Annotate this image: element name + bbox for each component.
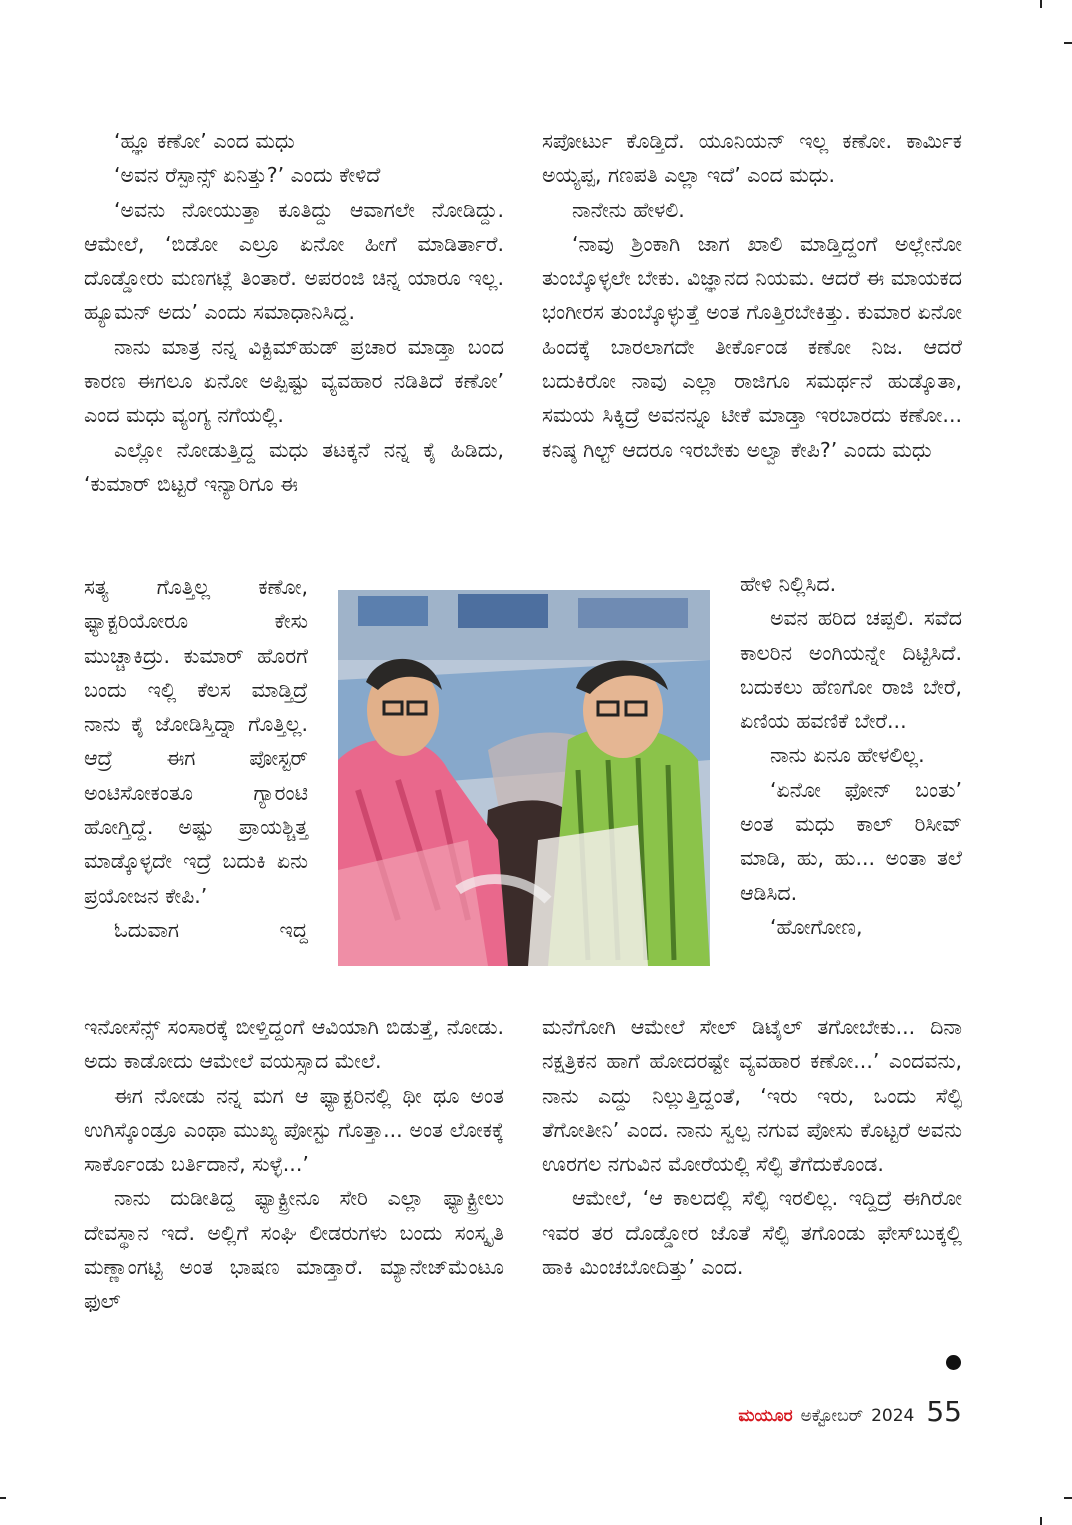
end-of-article-bullet	[946, 1355, 961, 1370]
two-men-sketch-illustration	[338, 590, 710, 966]
article-paragraph: ನಾನು ದುಡೀತಿದ್ದ ಫ್ಯಾಕ್ಟ್ರೀನೂ ಸೇರಿ ಎಲ್ಲಾ ಫ್ಯಾಕ್ಟ್ರೀಲು ದೇವಸ್ಥಾನ ಇದೆ. ಅಲ್ಲಿಗೆ ಸಂಘಿ ಲೀಡರುಗಳು ಬಂದು ಸಂಸ್ಕೃತಿ ಮಣ್ಣಾಂಗಟ್ಟಿ ಅಂತ ಭಾಷಣ ಮಾಡ್ತಾರೆ. ಮ್ಯಾನೇಜ್‌ಮೆಂಟೂ ಫುಲ್	[84, 1186, 504, 1314]
article-column-left-bottom	[84, 1010, 504, 1319]
page-number: 55	[926, 1395, 962, 1428]
crop-mark-top	[1040, 0, 1042, 8]
article-paragraph: ಈಗ ನೋಡು ನನ್ನ ಮಗ ಆ ಫ್ಯಾಕ್ಟರಿನಲ್ಲಿ ಥೀ ಥೂ ಅಂತ ಉಗಿಸ್ಕೊಂಡ್ರೂ ಎಂಥಾ ಮುಖ್ಯ ಪೋಸ್ಟು ಗೊತ್ತಾ... ಅಂತ ಲೋಕಕ್ಕೆ ಸಾರ್ಕೊಂಡು ಬರ್ತಿದಾನೆ, ಸುಳ್ಳೆ...’	[84, 1083, 504, 1177]
article-paragraph: ನಾನು ಮಾತ್ರ ನನ್ನ ವಿಕ್ಟಿಮ್‌ಹುಡ್ ಪ್ರಚಾರ ಮಾಡ್ತಾ ಬಂದ ಕಾರಣ ಈಗಲೂ ಏನೋ ಅಪ್ಪಿಷ್ಟು ವ್ಯವಹಾರ ನಡಿತಿದೆ ಕಣೋ’ ಎಂದ ಮಧು ವ್ಯಂಗ್ಯ ನಗೆಯಲ್ಲಿ.	[84, 334, 504, 428]
article-paragraph: ಹೇಳಿ ನಿಲ್ಲಿಸಿದ.	[740, 572, 837, 596]
article-paragraph: ನಾನು ಏನೂ ಹೇಳಲಿಲ್ಲ.	[770, 743, 925, 768]
page-footer	[738, 1395, 962, 1431]
article-paragraph: ಇನೋಸೆನ್ಸ್ ಸಂಸಾರಕ್ಕೆ ಬೀಳ್ತಿದ್ದಂಗೆ ಆವಿಯಾಗಿ ಬಿಡುತ್ತೆ, ನೋಡು. ಅದು ಕಾಡೋದು ಆಮೇಲೆ ವಯಸ್ಸಾದ ಮೇಲೆ.	[84, 1015, 504, 1074]
magazine-name: ಮಯೂರ	[738, 1406, 793, 1426]
article-column-left-top	[84, 124, 504, 501]
article-column-left-side	[84, 570, 308, 947]
article-paragraph: ‘ನಾವು ಶ್ರಿಂಕಾಗಿ ಜಾಗ ಖಾಲಿ ಮಾಡ್ತಿದ್ದಂಗೆ ಅಲ್ಲೇನೋ ತುಂಬ್ಕೊಳ್ಳಲೇ ಬೇಕು. ವಿಜ್ಞಾನದ ನಿಯಮ. ಆದರೆ ಈ ಮಾಯಕದ ಭಂಗೀರಸ ತುಂಬ್ಕೊಳ್ಳುತ್ತೆ ಅಂತ ಗೊತ್ತಿರಬೇಕಿತ್ತು. ಕುಮಾರ ಏನೋ ಹಿಂದಕ್ಕೆ ಬಾರಲಾಗದೇ ತೀರ್ಕೊಂಡ ಕಣೋ ನಿಜ. ಆದರೆ ಬದುಕಿರೋ ನಾವು ಎಲ್ಲಾ ರಾಜಿಗೂ ಸಮರ್ಥನೆ ಹುಡ್ಕೊತಾ, ಸಮಯ ಸಿಕ್ಕಿದ್ರೆ ಅವನನ್ನೂ ಟೀಕೆ ಮಾಡ್ತಾ ಇರಬಾರದು ಕಣೋ... ಕನಿಷ್ಠ ಗಿಲ್ಟ್ ಆದರೂ ಇರಬೇಕು ಅಲ್ವಾ ಕೇಪಿ?’ ಎಂದು ಮಧು	[542, 231, 962, 462]
article-paragraph: ಅವನ ಹರಿದ ಚಪ್ಪಲಿ. ಸವೆದ ಕಾಲರಿನ ಅಂಗಿಯನ್ನೇ ದಿಟ್ಟಿಸಿದೆ. ಬದುಕಲು ಹೆಣಗೋ ರಾಜಿ ಬೇರೆ, ಏಣಿಯ ಹವಣಿಕೆ ಬೇರೆ...	[740, 606, 962, 734]
crop-mark-bottom	[1040, 1517, 1042, 1525]
article-paragraph: ಎಲ್ಲೋ ನೋಡುತ್ತಿದ್ದ ಮಧು ತಟಕ್ಕನೆ ನನ್ನ ಕೈ ಹಿಡಿದು, ‘ಕುಮಾರ್ ಬಿಟ್ಟರೆ ಇನ್ಯಾರಿಗೂ ಈ	[84, 437, 504, 496]
article-paragraph: ನಾನೇನು ಹೇಳಲಿ.	[572, 197, 685, 222]
article-paragraph: ‘ಏನೋ ಫೋನ್ ಬಂತು’ ಅಂತ ಮಧು ಕಾಲ್ ರಿಸೀವ್ ಮಾಡಿ, ಹು, ಹು... ಅಂತಾ ತಲೆ ಆಡಿಸಿದ.	[740, 777, 962, 905]
article-paragraph: ಮನೆಗೋಗಿ ಆಮೇಲೆ ಸೇಲ್ ಡಿಟೈಲ್ ತಗೋಬೇಕು... ದಿನಾ ನಕ್ಷತ್ರಿಕನ ಹಾಗೆ ಹೋದರಷ್ಟೇ ವ್ಯವಹಾರ ಕಣೋ...’ ಎಂದವನು, ನಾನು ಎದ್ದು ನಿಲ್ಲುತ್ತಿದ್ದಂತೆ, ‘ಇರು ಇರು, ಒಂದು ಸೆಲ್ಫಿ ತೆಗೋತೀನಿ’ ಎಂದ. ನಾನು ಸ್ವಲ್ಪ ನಗುವ ಪೋಸು ಕೊಟ್ಟರೆ ಅವನು ಊರಗಲ ನಗುವಿನ ಮೋರೆಯಲ್ಲಿ ಸೆಲ್ಫಿ ತೆಗೆದುಕೊಂಡ.	[542, 1015, 962, 1177]
crop-mark-right-bottom	[1064, 1497, 1072, 1499]
article-paragraph: ‘ಅವನ ರೆಸ್ಪಾನ್ಸ್ ಏನಿತ್ತು?’ ಎಂದು ಕೇಳಿದೆ	[114, 163, 381, 188]
article-column-right-side	[740, 567, 962, 944]
article-column-right-bottom	[542, 1010, 962, 1284]
article-paragraph: ‘ಹೋಗೋಣ,	[770, 914, 863, 939]
article-paragraph: ಸತ್ಯ ಗೊತ್ತಿಲ್ಲ ಕಣೋ, ಫ್ಯಾಕ್ಟರಿಯೋರೂ ಕೇಸು ಮುಚ್ಚಾಕಿದ್ರು. ಕುಮಾರ್ ಹೊರಗೆ ಬಂದು ಇಲ್ಲಿ ಕೆಲಸ ಮಾಡ್ತಿದ್ರೆ ನಾನು ಕೈ ಜೋಡಿಸ್ತಿದ್ನಾ ಗೊತ್ತಿಲ್ಲ. ಆದ್ರೆ ಈಗ ಪೋಸ್ಟರ್ ಅಂಟಿಸೋಕಂತೂ ಗ್ಯಾರಂಟಿ ಹೋಗ್ತಿದ್ದೆ. ಅಷ್ಟು ಪ್ರಾಯಶ್ಚಿತ್ತ ಮಾಡ್ಕೊಳ್ಳದೇ ಇದ್ರೆ ಬದುಕಿ ಏನು ಪ್ರಯೋಜನ ಕೇಪಿ.’	[84, 575, 308, 908]
issue-year: 2024	[871, 1406, 915, 1426]
issue-month: ಅಕ್ಟೋಬರ್	[800, 1406, 864, 1426]
article-paragraph: ಸಪೋರ್ಟು ಕೊಡ್ತಿದೆ. ಯೂನಿಯನ್ ಇಲ್ಲ ಕಣೋ. ಕಾರ್ಮಿಕ ಅಯ್ಯಪ್ಪ, ಗಣಪತಿ ಎಲ್ಲಾ ಇದೆ’ ಎಂದ ಮಧು.	[542, 129, 962, 188]
article-paragraph: ‘ಹ್ಞೂ ಕಣೋ’ ಎಂದ ಮಧು	[114, 129, 295, 153]
article-paragraph: ‘ಅವನು ನೋಯುತ್ತಾ ಕೂತಿದ್ದು ಆವಾಗಲೇ ನೋಡಿದ್ದು. ಆಮೇಲೆ, ‘ಬಿಡೋ ಎಲ್ರೂ ಏನೋ ಹೀಗೆ ಮಾಡಿರ್ತಾರೆ. ದೊಡ್ಡೋರು ಮಣಗಟ್ಲೆ ತಿಂತಾರೆ. ಅಪರಂಜಿ ಚಿನ್ನ ಯಾರೂ ಇಲ್ಲ. ಹ್ಯೂಮನ್ ಅದು’ ಎಂದು ಸಮಾಧಾನಿಸಿದ್ದ.	[84, 197, 504, 325]
article-paragraph: ಓದುವಾಗ ಇದ್ದ	[114, 917, 308, 942]
article-paragraph: ಆಮೇಲೆ, ‘ಆ ಕಾಲದಲ್ಲಿ ಸೆಲ್ಫಿ ಇರಲಿಲ್ಲ. ಇದ್ದಿದ್ರೆ ಈಗಿರೋ ಇವರ ತರ ದೊಡ್ಡೋರ ಜೊತೆ ಸೆಲ್ಫಿ ತಗೊಂಡು ಫೇಸ್‌ಬುಕ್ಕಲ್ಲಿ ಹಾಕಿ ಮಿಂಚಬೋದಿತ್ತು’ ಎಂದ.	[542, 1186, 962, 1280]
crop-mark-right-top	[1064, 42, 1072, 44]
article-column-right-top	[542, 124, 962, 467]
crop-mark-left-bottom	[0, 1497, 6, 1499]
